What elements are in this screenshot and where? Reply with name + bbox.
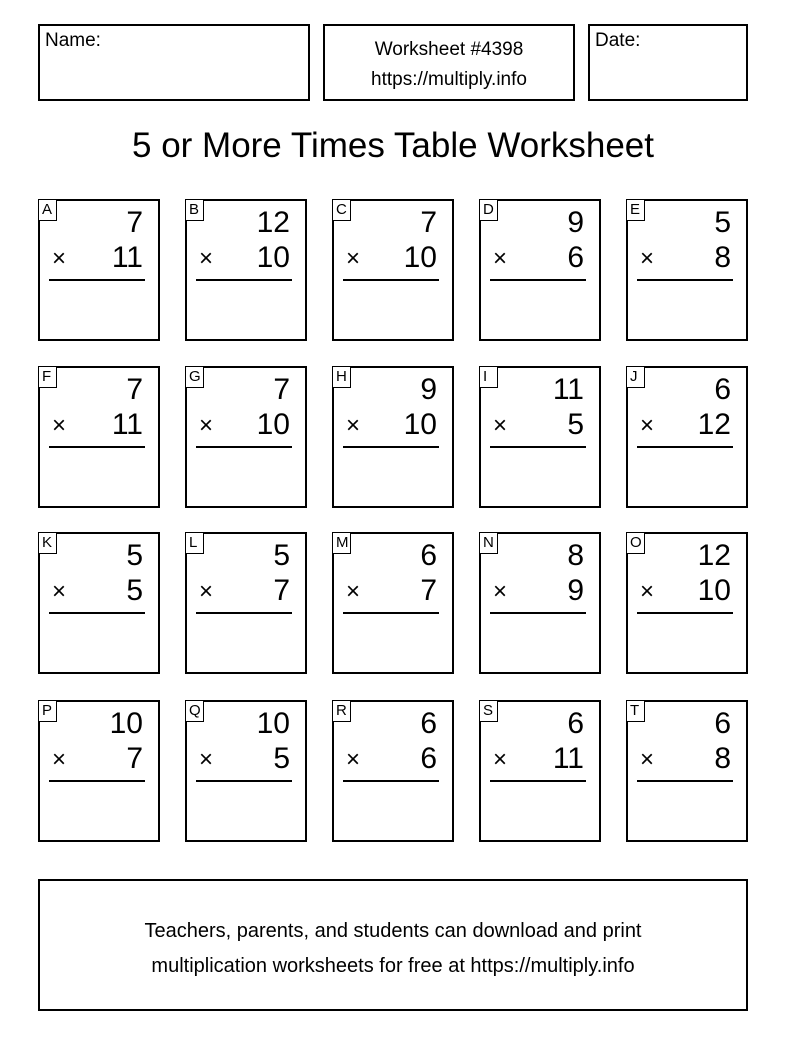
multiplier: 11 [552,742,584,775]
worksheet-url: https://multiply.info [371,69,527,90]
multiplicand: 12 [697,539,731,572]
problem-label: N [479,532,498,554]
times-sign: × [346,412,361,439]
multiplicand: 5 [714,206,731,239]
multiplicand: 6 [714,373,731,406]
times-sign: × [52,746,67,773]
multiplicand: 7 [273,373,290,406]
times-sign: × [493,578,508,605]
multiplier: 10 [256,241,290,274]
footer-box [38,879,748,1011]
answer-line [196,612,292,614]
times-sign: × [640,245,655,272]
multiplier: 5 [273,742,290,775]
problem-card [185,532,307,674]
times-sign: × [346,245,361,272]
problem-card [626,700,748,842]
page-title: 5 or More Times Table Worksheet [132,126,654,165]
problem-card [332,700,454,842]
multiplicand: 6 [420,707,437,740]
multiplicand: 7 [420,206,437,239]
times-sign: × [52,245,67,272]
worksheet-number: Worksheet #4398 [374,39,524,60]
problem-label: J [626,366,645,388]
problem-card [185,199,307,341]
multiplier: 7 [420,574,437,607]
problem-card [38,700,160,842]
problem-label: I [479,366,498,388]
answer-line [490,780,586,782]
multiplier: 11 [111,241,143,274]
times-sign: × [199,578,214,605]
answer-line [49,446,145,448]
problem-card [38,366,160,508]
problem-label: K [38,532,57,554]
problem-card [479,700,601,842]
multiplier: 5 [567,408,584,441]
problem-label: H [332,366,351,388]
problem-card [479,366,601,508]
problem-label: M [332,532,351,554]
problem-card [185,366,307,508]
multiplicand: 12 [256,206,290,239]
multiplicand: 10 [109,707,143,740]
problem-label: T [626,700,645,722]
date-field[interactable] [588,24,748,101]
worksheet-info-box [323,24,575,101]
multiplier: 7 [126,742,143,775]
problem-label: C [332,199,351,221]
answer-line [343,780,439,782]
problem-label: G [185,366,204,388]
multiplier: 12 [697,408,731,441]
multiplier: 11 [111,408,143,441]
multiplicand: 6 [420,539,437,572]
problem-label: O [626,532,645,554]
answer-line [637,279,733,281]
multiplier: 10 [697,574,731,607]
times-sign: × [493,412,508,439]
multiplier: 9 [567,574,584,607]
problem-card [38,199,160,341]
footer-line-2: multiplication worksheets for free at https://multiply.info [151,955,635,977]
problem-label: L [185,532,204,554]
problem-card [38,532,160,674]
problem-label: E [626,199,645,221]
multiplicand: 7 [126,373,143,406]
multiplier: 8 [714,742,731,775]
problem-label: Q [185,700,204,722]
problem-card [332,199,454,341]
answer-line [490,446,586,448]
answer-line [49,612,145,614]
answer-line [343,612,439,614]
answer-line [49,279,145,281]
times-sign: × [199,746,214,773]
answer-line [49,780,145,782]
problem-label: S [479,700,498,722]
answer-line [637,612,733,614]
multiplier: 10 [403,408,437,441]
problem-card [626,199,748,341]
problem-label: A [38,199,57,221]
answer-line [343,446,439,448]
answer-line [637,780,733,782]
problem-card [185,700,307,842]
multiplicand: 5 [273,539,290,572]
multiplicand: 7 [126,206,143,239]
multiplicand: 8 [567,539,584,572]
problem-card [626,366,748,508]
times-sign: × [493,746,508,773]
problem-card [626,532,748,674]
multiplier: 6 [567,241,584,274]
date-label: Date: [595,30,641,51]
answer-line [637,446,733,448]
problem-label: D [479,199,498,221]
problem-card [332,366,454,508]
times-sign: × [52,412,67,439]
multiplicand: 10 [256,707,290,740]
problem-card [479,199,601,341]
answer-line [196,446,292,448]
multiplier: 10 [256,408,290,441]
times-sign: × [52,578,67,605]
answer-line [490,612,586,614]
problem-label: F [38,366,57,388]
multiplicand: 6 [714,707,731,740]
times-sign: × [199,412,214,439]
times-sign: × [640,578,655,605]
times-sign: × [640,746,655,773]
times-sign: × [346,578,361,605]
problem-label: P [38,700,57,722]
name-label: Name: [45,30,101,51]
times-sign: × [199,245,214,272]
name-field[interactable] [38,24,310,101]
times-sign: × [493,245,508,272]
multiplier: 5 [126,574,143,607]
answer-line [343,279,439,281]
multiplier: 8 [714,241,731,274]
multiplier: 6 [420,742,437,775]
problem-card [479,532,601,674]
answer-line [490,279,586,281]
multiplicand: 9 [567,206,584,239]
answer-line [196,279,292,281]
multiplicand: 9 [420,373,437,406]
multiplicand: 11 [552,373,584,406]
answer-line [196,780,292,782]
multiplier: 10 [403,241,437,274]
problem-card [332,532,454,674]
times-sign: × [640,412,655,439]
problem-label: B [185,199,204,221]
multiplicand: 6 [567,707,584,740]
problem-label: R [332,700,351,722]
times-sign: × [346,746,361,773]
multiplier: 7 [273,574,290,607]
footer-line-1: Teachers, parents, and students can download and print [144,920,642,942]
multiplicand: 5 [126,539,143,572]
